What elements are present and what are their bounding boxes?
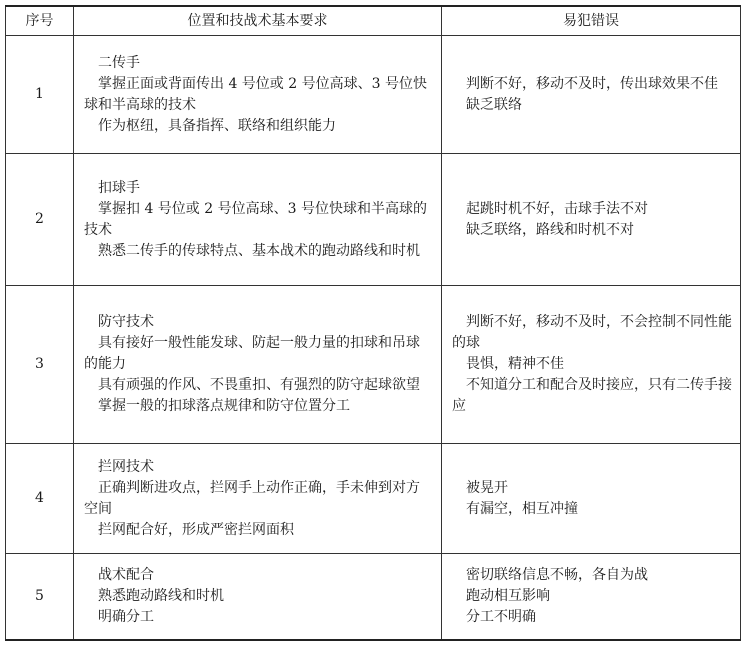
table-row [6, 554, 741, 640]
row-requirements [74, 286, 442, 444]
requirements-table-container [5, 5, 740, 641]
error-line: 密切联络信息不畅，各自为战 [466, 566, 648, 583]
header-errors: 易犯错误 [442, 6, 741, 36]
error-line: 分工不明确 [466, 608, 536, 625]
error-line: 缺乏联络 [466, 96, 522, 113]
header-requirements: 位置和技战术基本要求 [74, 6, 442, 36]
requirement-line: 拦网配合好，形成严密拦网面积 [98, 521, 294, 538]
error-line: 有漏空，相互冲撞 [466, 500, 578, 517]
error-line: 判断不好，移动不及时，传出球效果不佳 [466, 75, 718, 92]
error-line: 不知道分工和配合及时接应，只有二传手接应 [452, 377, 732, 414]
requirement-line: 作为枢纽，具备指挥、联络和组织能力 [98, 117, 336, 134]
table-row [6, 444, 741, 554]
requirement-line: 熟悉跑动路线和时机 [98, 587, 224, 604]
requirements-table [5, 5, 741, 641]
requirement-line: 具有顽强的作风、不畏重扣、有强烈的防守起球欲望 [98, 377, 420, 393]
error-line: 跑动相互影响 [466, 587, 550, 604]
row-errors [442, 286, 741, 444]
row-errors [442, 444, 741, 554]
requirement-line: 明确分工 [98, 608, 154, 625]
error-line: 畏惧，精神不佳 [466, 356, 564, 372]
table-row [6, 154, 741, 286]
error-line: 起跳时机不好，击球手法不对 [466, 200, 648, 217]
row-errors [442, 154, 741, 286]
requirement-line: 掌握扣 4 号位或 2 号位高球、3 号位快球和半高球的技术 [84, 200, 427, 238]
error-line: 判断不好，移动不及时，不会控制不同性能的球 [452, 314, 732, 351]
row-requirements [74, 36, 442, 154]
requirement-line: 掌握一般的扣球落点规律和防守位置分工 [98, 398, 350, 414]
requirement-line: 扣球手 [98, 179, 140, 196]
row-requirements [74, 444, 442, 554]
row-requirements [74, 554, 442, 640]
requirement-line: 正确判断进攻点，拦网手上动作正确，手未伸到对方空间 [84, 479, 420, 517]
requirement-line: 掌握正面或背面传出 4 号位或 2 号位高球、3 号位快球和半高球的技术 [84, 75, 427, 113]
requirement-line: 拦网技术 [98, 458, 154, 475]
requirement-line: 熟悉二传手的传球特点、基本战术的跑动路线和时机 [98, 242, 420, 259]
error-line: 被晃开 [466, 479, 508, 496]
error-line: 缺乏联络，路线和时机不对 [466, 221, 634, 238]
header-index: 序号 [6, 6, 74, 36]
row-errors [442, 36, 741, 154]
requirement-line: 战术配合 [98, 566, 154, 583]
requirement-line: 二传手 [98, 54, 140, 71]
row-index: 2 [6, 154, 74, 286]
table-row [6, 286, 741, 444]
row-index: 3 [6, 286, 74, 444]
table-row [6, 36, 741, 154]
row-index: 5 [6, 554, 74, 640]
row-requirements [74, 154, 442, 286]
requirement-line: 具有接好一般性能发球、防起一般力量的扣球和吊球的能力 [84, 335, 420, 372]
row-index: 4 [6, 444, 74, 554]
table-header-row [6, 6, 741, 36]
requirement-line: 防守技术 [98, 314, 154, 330]
row-errors [442, 554, 741, 640]
row-index: 1 [6, 36, 74, 154]
